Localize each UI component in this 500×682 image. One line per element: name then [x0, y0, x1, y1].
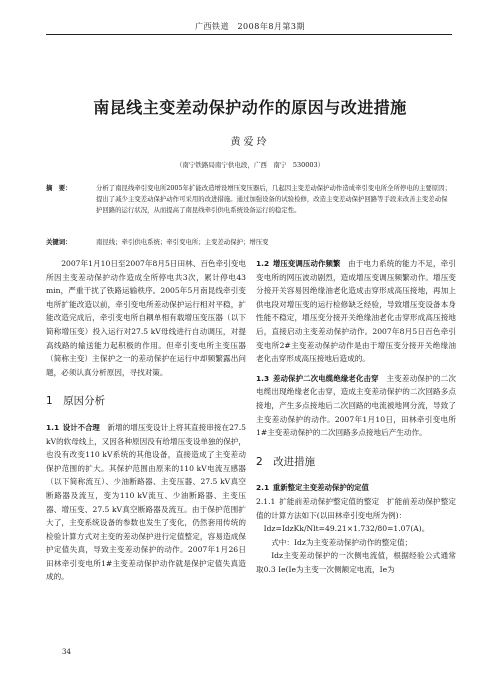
right-column [256, 257, 456, 576]
subsubsection-title: 扩能前差动保护整定值的整定 [279, 496, 380, 506]
subsection-text: 由于电力系统的能力不足，牵引变电所的网压波动剧烈，造成增压变调压频繁动作。增压变分接开关容易因绝缘油老化造成击穿形成高压接地，再加上供电段对增压变的运行检修缺乏经验，导致增压变设备本身性能不稳定，增压变分接开关绝缘油老化击穿形成高压接地后，直接启动主变差动保护动作。2007年8月5日百色牵引变电所2#主变差动保护动作是由于增压变分接开关绝缘油老化击穿形成高压接地后造成的。 [256, 259, 456, 364]
section-title: 原因分析 [63, 395, 106, 408]
subsection-text: 新增的增压变设计上将其直接串接在27.5 kV的软母线上，又因各种原因没有给增压变设单独的保护，也没有改变110 kV系统的其他设备，直接造成了主变差动保护范围的扩大。其保护范围由原来的110 kV电流互感器（以下简称流互）、少油断路器、主变压器、27.5 kV真空断路器及流互，变为110 kV流互、少油断路器、主变压器、增压变、27.5 kV真空断路器及流互。由于保护范围扩大了，主变系统设备的参数也发生了变化，仍然套用传统的检验计算方式对主变的差动保护进行定值整定，容易造成保护定值失真，导致主变差动保护的动作。2007年1月26日田林牵引变电所1#主变差动保护动作就是保护定值失真造成的。 [46, 422, 246, 582]
header-rule [46, 34, 452, 35]
section-number: 1 [46, 395, 53, 408]
abstract-text: 分析了南昆线牵引变电所2005年扩能改造增设增压变压器后，几起因主变差动保护动作造成牵引变电所全所停电的主要原因；提出了减少主变差动保护动作可采用的改进措施。通过加强设备的试验检修，改造主变差动保护回路等手段来改善主变差动保护回路的运行状况，从而提高了南昆线牵引供电系统设备运行的稳定性。 [96, 184, 451, 215]
subsection-heading [256, 259, 340, 268]
paper-title: 南昆线主变差动保护动作的原因与改进措施 [93, 98, 407, 117]
subsection-paragraph [46, 421, 246, 584]
keywords [46, 237, 451, 246]
subsection-text: 主变差动保护的二次电缆出现绝缘老化击穿，造成主变差动保护的二次回路多点接地，产生多点接地后二次回路的电流被地网分流，导致了主变差动保护的动作。2007年1月10日，田林牵引变电所1#主变差动保护的二次回路多点接地后产生动作。 [256, 373, 456, 438]
subsection-number: 1.1 [46, 422, 60, 432]
subsection-heading [256, 481, 456, 495]
intro-paragraph: 2007年1月10日至2007年8月5日田林、百色牵引变电所因主变差动保护动作造成全所停电共3次，累计停电43 min，严重干扰了铁路运输秩序。2005年5月南昆线牵引变电所扩能改造以前，牵引变电所差动保护运行相对平稳，扩能改造完成后，牵引变电所自耦单相有载增压变压器（以下简称增压变）投入运行对27.5 kV母线进行自动调压，对提高线路的输送能力起积极的作用。但牵引变电所主变压器（简称主变）主保护之一的差动保护在运行中却频繁露出问题，必须认真分析原因，寻找对策。 [46, 259, 246, 377]
running-header: 广西铁道 2008年8月第3期 [194, 22, 306, 31]
subsection-number: 1.2 [256, 259, 270, 268]
subsubsection-paragraph [256, 495, 456, 522]
subsection-title: 设计不合理 [62, 422, 100, 432]
author: 黄爱玲 [230, 137, 270, 148]
section-number: 2 [256, 455, 263, 468]
keywords-label: 关键词： [46, 238, 72, 246]
abstract [46, 183, 451, 217]
subsection-paragraph [256, 372, 456, 440]
subsection-heading [256, 374, 379, 383]
left-column [46, 257, 246, 584]
subsection-number: 2.1 [256, 483, 270, 493]
subsection-paragraph [256, 257, 456, 366]
section-heading [256, 456, 456, 470]
section-title: 改进措施 [273, 455, 316, 468]
subsection-title: 差动保护二次电缆绝缘老化击穿 [272, 373, 379, 383]
subsection-title: 增压变调压动作频繁 [272, 259, 341, 268]
subsection-heading [46, 423, 100, 432]
formula: Idz=IdzKk/Nlt=49.21×1.732/80=1.07(A)。 [263, 524, 430, 534]
affiliation: （南宁铁路局南宁供电段，广西 南宁 530003） [175, 161, 325, 169]
formula-note-continued: Idz主变差动保护的一次侧电流值，根据经验公式通常取0.3 Ie(Ie为主变一次侧额定电流，Ie为 [256, 551, 456, 574]
subsection-title: 重新整定主变差动保护的定值 [272, 483, 369, 493]
subsubsection-text: 扩能前差动保护整定值的计算方法如下(以田林牵引变电所为例)： [256, 496, 457, 520]
section-heading [46, 395, 246, 409]
abstract-label: 摘 要： [46, 184, 72, 192]
keywords-text: 南昆线；牵引供电系统；牵引变电所；主变差动保护；增压变 [96, 238, 269, 246]
page-number: 34 [62, 648, 71, 656]
formula-note: 式中：Idz为主变差动保护动作的整定值； [271, 537, 413, 547]
subsubsection-number: 2.1.1 [256, 496, 276, 506]
subsection-number: 1.3 [256, 373, 270, 383]
